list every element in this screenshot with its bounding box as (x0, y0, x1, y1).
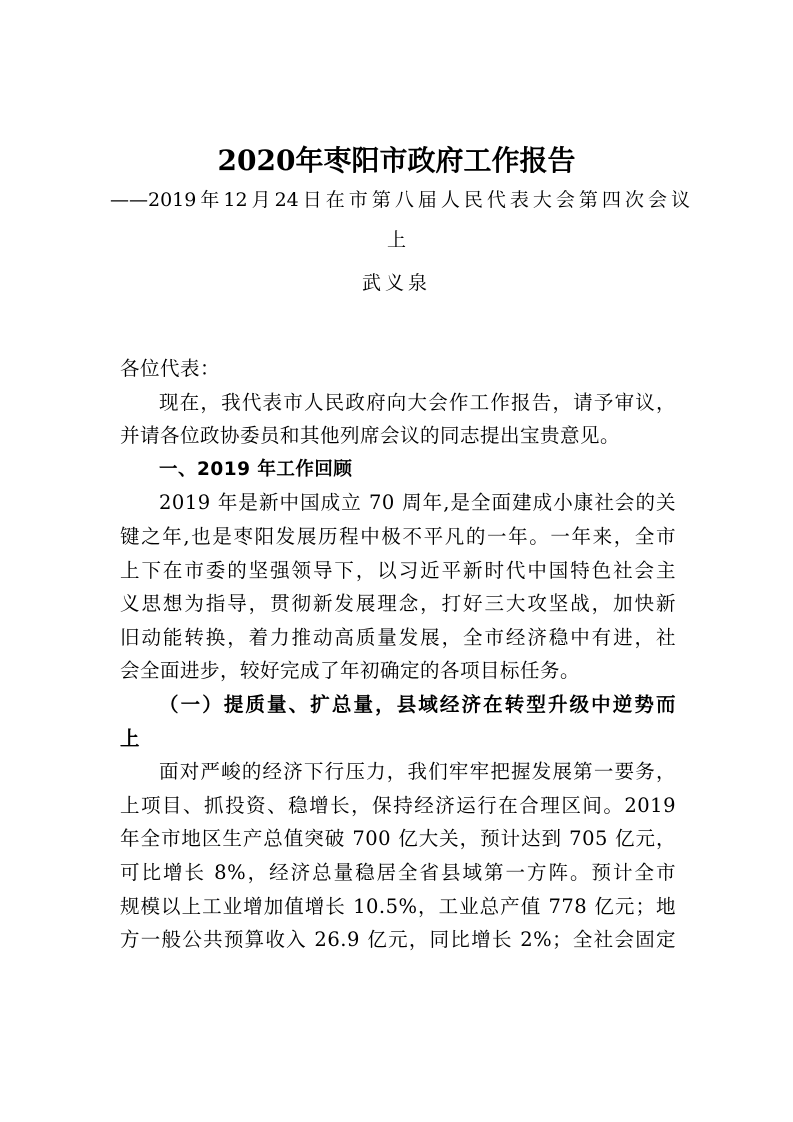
salutation: 各位代表： (120, 357, 221, 380)
paragraph-line: 上项目、抓投资、稳增长，保持经济运行在合理区间。2019 (120, 793, 676, 817)
document-body (120, 352, 676, 957)
paragraph-line: 上下在市委的坚强领导下，以习近平新时代中国特色社会主 (120, 558, 676, 582)
document-title: 2020年枣阳市政府工作报告 (217, 144, 576, 177)
subsection-heading: （一）提质量、扩总量，县域经济在转型升级中逆势而 (159, 692, 676, 716)
document-author: 武义泉 (361, 272, 431, 294)
section-heading: 一、2019 年工作回顾 (159, 458, 353, 480)
paragraph-line: 旧动能转换，着力推动高质量发展，全市经济稳中有进，社 (120, 625, 676, 649)
intro-line: 现在，我代表市人民政府向大会作工作报告，请予审议， (159, 390, 676, 414)
paragraph-line: 可比增长 8%，经济总量稳居全省县域第一方阵。预计全市 (120, 860, 676, 884)
paragraph-line: 规模以上工业增加值增长 10.5%，工业总产值 778 亿元；地 (120, 894, 676, 918)
paragraph-line: 键之年,也是枣阳发展历程中极不平凡的一年。一年来，全市 (120, 524, 676, 548)
paragraph-line: 会全面进步，较好完成了年初确定的各项目标任务。 (120, 659, 581, 683)
paragraph-line: 义思想为指导，贯彻新发展理念，打好三大攻坚战，加快新 (120, 592, 676, 616)
paragraph-line: 方一般公共预算收入 26.9 亿元，同比增长 2%；全社会固定 (120, 928, 676, 952)
document-subtitle: ——2019年12月24日在市第八届人民代表大会第四次会议 (110, 189, 690, 211)
document-subtitle-continued: 上 (386, 229, 406, 251)
paragraph-line: 面对严峻的经济下行压力，我们牢牢把握发展第一要务， (159, 760, 676, 784)
paragraph-line: 2019 年是新中国成立 70 周年,是全面建成小康社会的关 (159, 491, 676, 515)
paragraph-line: 年全市地区生产总值突破 700 亿大关，预计达到 705 亿元， (120, 827, 676, 851)
intro-line: 并请各位政协委员和其他列席会议的同志提出宝贵意见。 (120, 424, 621, 448)
subsection-heading: 上 (120, 726, 141, 750)
